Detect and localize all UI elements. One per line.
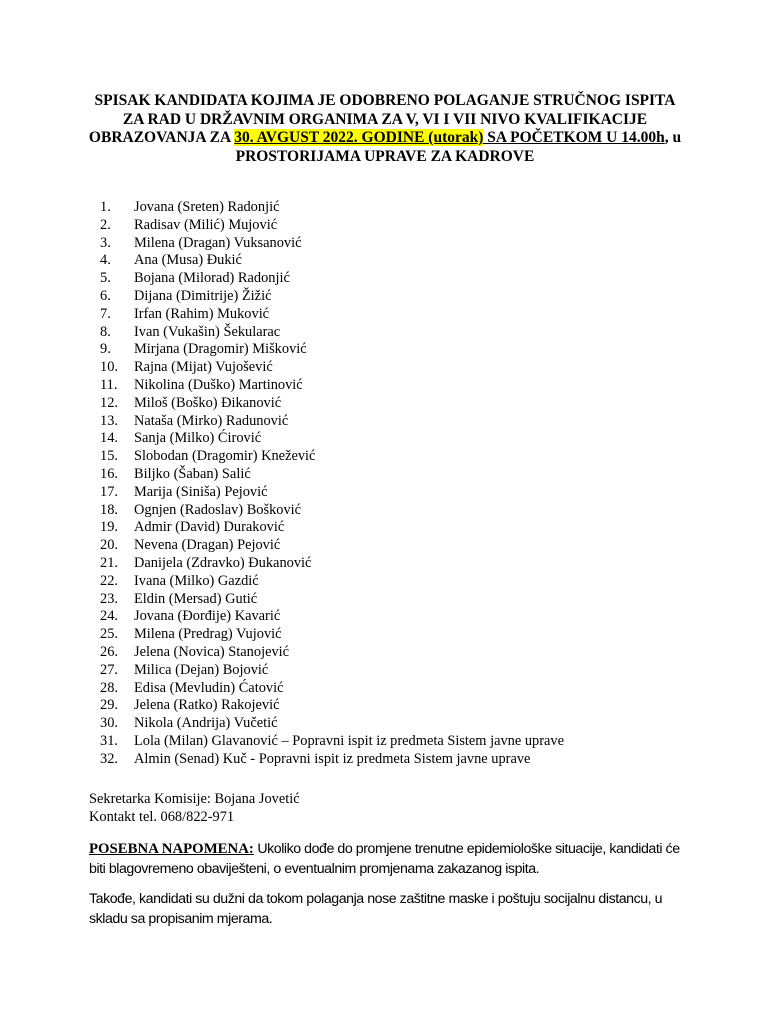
candidate-name: Danijela (Zdravko) Đukanović [134, 554, 312, 571]
candidate-number: 11. [100, 376, 118, 393]
candidate-name: Slobodan (Dragomir) Knežević [134, 448, 316, 465]
candidate-item [100, 715, 564, 733]
candidate-number: 15. [100, 448, 118, 465]
candidate-item [100, 662, 564, 680]
exam-start-time: SA POČETKOM U 14.00h [483, 129, 665, 146]
candidate-item [100, 591, 564, 609]
title-line-1: SPISAK KANDIDATA KOJIMA JE ODOBRENO POLAGANJE STRUČNOG ISPITA [94, 92, 676, 109]
candidate-number: 5. [100, 270, 111, 287]
title-line-2: ZA RAD U DRŽAVNIM ORGANIMA ZA V, VI I VII NIVO KVALIFIKACIJE [122, 110, 648, 128]
candidate-number: 24. [100, 608, 118, 625]
special-note [89, 840, 689, 879]
candidate-item [100, 430, 564, 448]
candidate-item [100, 235, 564, 253]
candidate-name: Bojana (Milorad) Radonjić [134, 270, 290, 287]
candidate-item [100, 395, 564, 413]
secretary-line: Sekretarka Komisije: Bojana Jovetić [89, 791, 300, 807]
candidate-name: Almin (Senad) Kuč - Popravni ispit iz predmeta Sistem javne uprave [134, 750, 531, 767]
candidate-number: 8. [100, 323, 111, 340]
candidate-number: 2. [100, 216, 111, 233]
candidate-name: Jovana (Sreten) Radonjić [134, 199, 280, 215]
candidate-item [100, 484, 564, 502]
candidate-name: Sanja (Milko) Ćirović [134, 430, 262, 447]
candidate-name: Biljko (Šaban) Salić [134, 465, 251, 482]
document-title [60, 92, 710, 166]
candidate-item [100, 324, 564, 342]
candidate-name: Milica (Dejan) Bojović [134, 661, 269, 678]
candidate-name: Radisav (Milić) Mujović [134, 216, 278, 233]
candidate-number: 14. [100, 430, 118, 447]
exam-date-highlight: 30. AVGUST 2022. GODINE (utorak) [234, 129, 484, 146]
candidate-number: 20. [100, 537, 118, 554]
candidate-number: 18. [100, 501, 118, 518]
candidate-name: Ivan (Vukašin) Šekularac [134, 323, 281, 340]
candidate-item [100, 751, 564, 769]
candidate-number: 10. [100, 359, 118, 376]
candidate-item [100, 680, 564, 698]
candidate-item [100, 341, 564, 359]
candidate-number: 23. [100, 590, 118, 607]
candidate-name: Edisa (Mevludin) Ćatović [134, 679, 284, 696]
candidate-number: 28. [100, 679, 118, 696]
candidate-number: 29. [100, 697, 118, 714]
title-line-3 [60, 129, 710, 148]
mask-note: Takođe, kandidati su dužni da tokom polaganja nose zaštitne maske i poštuju socijalnu distancu, u skladu sa propisanim mjerama. [89, 891, 663, 927]
candidate-item [100, 537, 564, 555]
candidate-number: 30. [100, 715, 118, 732]
candidate-number: 19. [100, 519, 118, 536]
candidate-number: 22. [100, 572, 118, 589]
candidate-number: 32. [100, 750, 118, 767]
candidate-item [100, 252, 564, 270]
candidate-list [100, 199, 564, 769]
candidate-item [100, 270, 564, 288]
candidate-number: 21. [100, 554, 118, 571]
candidate-name: Ognjen (Radoslav) Bošković [134, 501, 302, 518]
candidate-name: Marija (Siniša) Pejović [134, 483, 268, 500]
candidate-name: Rajna (Mijat) Vujošević [134, 359, 273, 376]
title-line-4: PROSTORIJAMA UPRAVE ZA KADROVE [235, 147, 535, 165]
candidate-number: 1. [100, 199, 111, 215]
candidate-name: Miloš (Boško) Đikanović [134, 394, 282, 411]
candidate-item [100, 359, 564, 377]
candidate-name: Eldin (Mersad) Gutić [134, 590, 258, 607]
candidate-item [100, 644, 564, 662]
candidate-number: 31. [100, 732, 118, 749]
candidate-name: Milena (Dragan) Vuksanović [134, 234, 302, 251]
candidate-name: Nikola (Andrija) Vučetić [134, 715, 278, 732]
candidate-item [100, 413, 564, 431]
candidate-number: 27. [100, 661, 118, 678]
title-line-3-pre: OBRAZOVANJA ZA [88, 129, 235, 146]
candidate-item [100, 217, 564, 235]
candidate-item [100, 733, 564, 751]
candidate-name: Lola (Milan) Glavanović – Popravni ispit iz predmeta Sistem javne uprave [134, 732, 565, 749]
candidate-name: Jelena (Ratko) Rakojević [134, 697, 280, 714]
candidate-item [100, 466, 564, 484]
candidate-item [100, 288, 564, 306]
candidate-number: 7. [100, 305, 111, 322]
contact-line: Kontakt tel. 068/822-971 [89, 808, 235, 825]
candidate-number: 3. [100, 234, 111, 251]
title-line-3-end: , u [664, 129, 682, 146]
candidate-name: Jovana (Đorđije) Kavarić [134, 608, 281, 625]
candidate-name: Admir (David) Duraković [134, 519, 285, 536]
candidate-name: Nevena (Dragan) Pejović [134, 537, 281, 554]
special-note-text: Ukoliko dođe do promjene trenutne epidemiološke situacije, kandidati će biti blagovremeno obaviješteni, o eventualnim promjenama zakazanog ispita. [89, 841, 680, 877]
candidate-number: 17. [100, 483, 118, 500]
candidate-name: Nikolina (Duško) Martinović [134, 376, 303, 393]
candidate-name: Mirjana (Dragomir) Mišković [134, 341, 307, 358]
candidate-number: 16. [100, 465, 118, 482]
candidate-number: 26. [100, 643, 118, 660]
special-note-label: POSEBNA NAPOMENA: [89, 841, 254, 857]
candidate-item [100, 448, 564, 466]
candidate-item [100, 555, 564, 573]
candidate-item [100, 573, 564, 591]
candidate-name: Irfan (Rahim) Muković [134, 305, 270, 322]
candidate-number: 13. [100, 412, 118, 429]
candidate-name: Ivana (Milko) Gazdić [134, 572, 259, 589]
candidate-item [100, 519, 564, 537]
candidate-name: Nataša (Mirko) Radunović [134, 412, 289, 429]
candidate-item [100, 306, 564, 324]
candidate-item [100, 608, 564, 626]
signature-block [89, 791, 300, 827]
candidate-item [100, 697, 564, 715]
candidate-number: 9. [100, 341, 111, 358]
candidate-name: Ana (Musa) Đukić [134, 252, 242, 269]
candidate-number: 6. [100, 287, 111, 304]
candidate-name: Dijana (Dimitrije) Žižić [134, 287, 272, 304]
candidate-number: 4. [100, 252, 111, 269]
candidate-item [100, 377, 564, 395]
candidate-item [100, 626, 564, 644]
candidate-number: 25. [100, 626, 118, 643]
candidate-name: Milena (Predrag) Vujović [134, 626, 282, 643]
candidate-item [100, 199, 564, 217]
candidate-name: Jelena (Novica) Stanojević [134, 643, 290, 660]
candidate-number: 12. [100, 394, 118, 411]
candidate-item [100, 502, 564, 520]
